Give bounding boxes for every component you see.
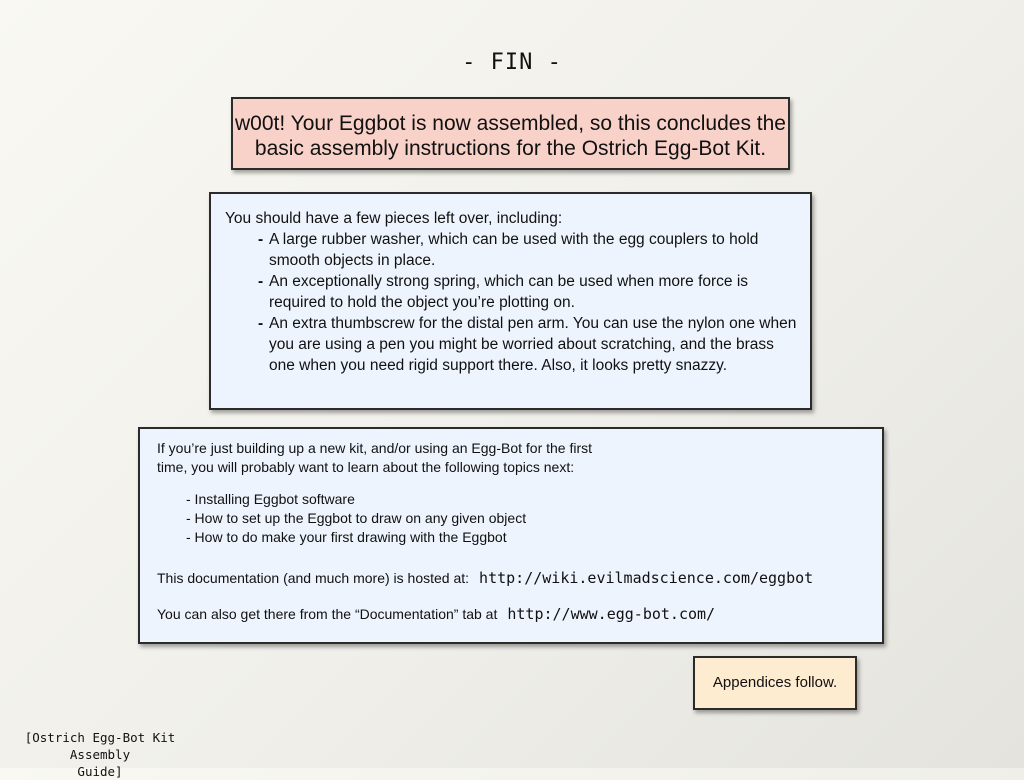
conclusion-line-2: basic assembly instructions for the Ostrich Egg-Bot Kit. <box>254 137 767 160</box>
tab-label: You can also get there from the “Documentation” tab at <box>157 606 498 622</box>
list-item: - How to do make your first drawing with the Eggbot <box>186 529 507 545</box>
next-steps-intro-2: time, you will probably want to learn about the following topics next: <box>157 459 575 475</box>
list-item: - An extra thumbscrew for the distal pen arm. You can use the nylon one when you are using a pen you might be worried about scratching, and the brass one when you need rigid support there. Also, it looks pretty snazzy. <box>258 315 797 374</box>
list-item: - An exceptionally strong spring, which can be used when more force is required to hold the object you’re plotting on. <box>258 273 749 311</box>
list-item: - How to set up the Eggbot to draw on any given object <box>186 510 527 526</box>
tab-row <box>157 605 872 624</box>
next-steps-intro-1: If you’re just building up a new kit, and/or using an Egg-Bot for the first <box>157 440 593 456</box>
list-item: - A large rubber washer, which can be used with the egg couplers to hold smooth objects in place. <box>258 231 759 269</box>
tab-url: http://www.egg-bot.com/ <box>507 605 716 623</box>
docs-label: This documentation (and much more) is hosted at: <box>157 570 470 586</box>
leftover-parts-box <box>209 192 812 410</box>
topics-list <box>186 490 872 547</box>
page-heading: - FIN - <box>462 50 562 75</box>
conclusion-line-1: w00t! Your Eggbot is now assembled, so this concludes the <box>234 112 786 135</box>
leftover-intro: You should have a few pieces left over, including: <box>225 210 563 227</box>
docs-url: http://wiki.evilmadscience.com/eggbot <box>479 569 814 587</box>
docs-row <box>157 569 872 588</box>
footer-title <box>10 729 190 780</box>
conclusion-box <box>231 97 790 170</box>
appendices-label: Appendices follow. <box>712 674 838 691</box>
leftover-list <box>225 229 800 376</box>
footer-line-2: Guide] <box>77 764 123 779</box>
footer-line-1: [Ostrich Egg-Bot Kit Assembly <box>24 730 176 762</box>
next-steps-box <box>138 427 884 644</box>
list-item: - Installing Eggbot software <box>186 491 355 507</box>
appendices-box <box>693 656 857 710</box>
